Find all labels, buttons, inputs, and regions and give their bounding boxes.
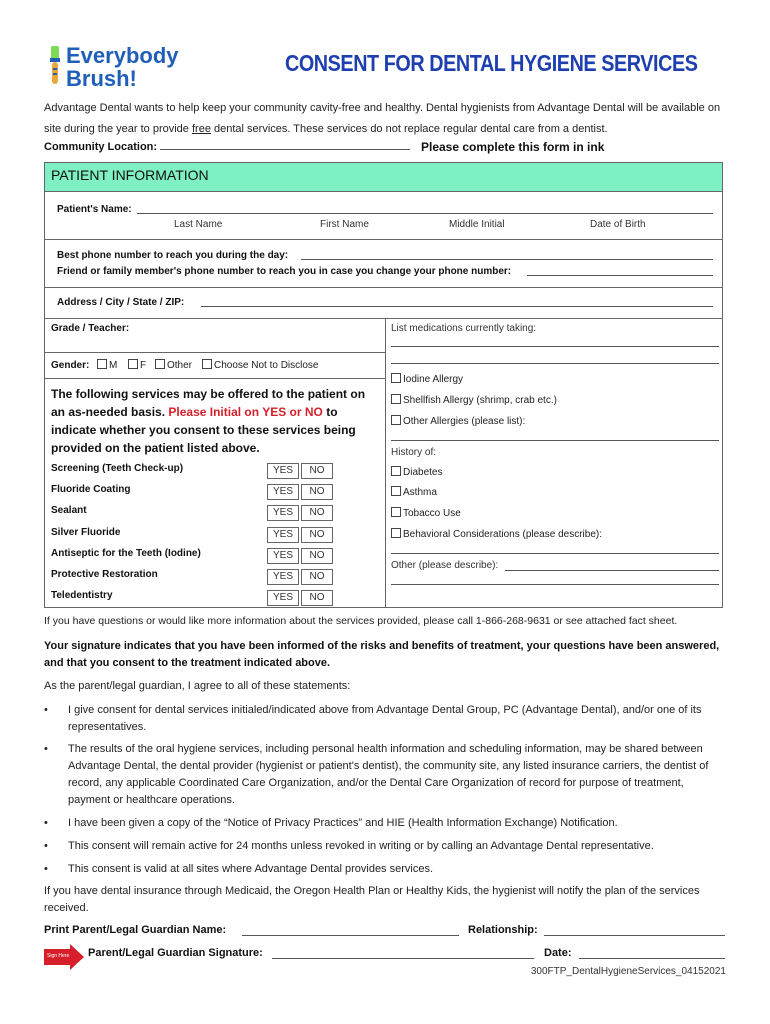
yes-box[interactable]: YES [267, 590, 299, 606]
other-describe-label: Other (please describe): [391, 560, 499, 571]
checkbox-no-disclose[interactable] [202, 359, 212, 369]
date-field[interactable] [579, 958, 725, 959]
print-name-row [44, 924, 734, 940]
agree-line: As the parent/legal guardian, I agree to all of these statements: [44, 680, 351, 692]
intro-free-word: free [191, 123, 211, 135]
print-name-field[interactable] [242, 935, 459, 936]
friend-phone-label: Friend or family member's phone number to reach you in case you change your phone number: [57, 266, 512, 277]
services-intro: The following services may be offered to the patient on an as-needed basis. Please Initial on YES or NO to indicate whether you consent to these services being provided on the patient listed above. [51, 387, 366, 455]
history-diabetes[interactable]: Diabetes [391, 466, 442, 478]
yes-box[interactable]: YES [267, 569, 299, 585]
gender-option-f[interactable]: F [128, 359, 146, 371]
yes-box[interactable]: YES [267, 548, 299, 564]
no-box[interactable]: NO [301, 527, 333, 543]
history-tobacco[interactable]: Tobacco Use [391, 507, 461, 519]
consent-bullet: • This consent is valid at all sites where Advantage Dental provides services. [44, 863, 434, 875]
checkbox-m[interactable] [97, 359, 107, 369]
patient-name-label: Patient's Name: [57, 204, 132, 215]
patient-name-field[interactable] [137, 213, 713, 214]
print-name-label: Print Parent/Legal Guardian Name: [44, 924, 227, 936]
address-field[interactable] [201, 306, 713, 307]
checkbox-shellfish[interactable] [391, 394, 401, 404]
intro-text-before: Advantage Dental wants to help keep your community cavity-free and healthy. Dental hygienists from Advantage Dental will be available on site during the year to provide [44, 102, 721, 135]
checkbox-f[interactable] [128, 359, 138, 369]
logo-text [66, 44, 179, 90]
name-part-middle: Middle Initial [449, 219, 505, 230]
history-label: History of: [391, 447, 437, 458]
no-box[interactable]: NO [301, 590, 333, 606]
questions-note: If you have questions or would like more information about the services provided, please call 1-866-268-9631 or see attached fact sheet. [44, 615, 678, 627]
phone-label: Best phone number to reach you during the day: [57, 250, 289, 261]
toothbrush-icon [46, 46, 64, 86]
other-allergies-line[interactable] [391, 440, 719, 441]
no-box[interactable]: NO [301, 548, 333, 564]
patient-form [44, 162, 723, 608]
initial-instruction: Please Initial on YES or NO [168, 405, 323, 419]
address-label: Address / City / State / ZIP: [57, 297, 185, 308]
behavioral-line[interactable] [391, 553, 719, 554]
service-row: Antiseptic for the Teeth (Iodine) YES NO [51, 548, 391, 566]
date-label: Date: [544, 947, 572, 959]
community-location-row [44, 140, 734, 156]
checkbox-behavioral[interactable] [391, 528, 401, 538]
checkbox-diabetes[interactable] [391, 466, 401, 476]
gender-label: Gender: [51, 360, 90, 371]
medications-line-1[interactable] [391, 346, 719, 347]
consent-bullet: • I give consent for dental services initialed/indicated above from Advantage Dental Group, PC (Advantage Dental), and/or one of its representatives. [44, 704, 702, 733]
no-box[interactable]: NO [301, 484, 333, 500]
relationship-label: Relationship: [468, 924, 538, 936]
yes-box[interactable]: YES [267, 463, 299, 479]
gender-option-m[interactable]: M [97, 359, 117, 371]
checkbox-other[interactable] [155, 359, 165, 369]
no-box[interactable]: NO [301, 569, 333, 585]
history-asthma[interactable]: Asthma [391, 486, 437, 498]
gender-option-other[interactable]: Other [155, 359, 192, 371]
other-describe-line-1[interactable] [505, 570, 719, 571]
signature-indicates-text: Your signature indicates that you have been informed of the risks and benefits of treatment, your questions have been answered, and that you consent to the treatment indicated above. [44, 640, 720, 669]
relationship-field[interactable] [544, 935, 725, 936]
yes-box[interactable]: YES [267, 527, 299, 543]
logo-line-1: Everybody [66, 43, 179, 68]
ink-note: Please complete this form in ink [421, 140, 605, 154]
sign-here-text: Sign Here [47, 953, 70, 959]
other-describe-line-2[interactable] [391, 584, 719, 585]
logo-line-2: Brush! [66, 66, 137, 91]
community-location-label: Community Location: [44, 141, 158, 153]
checkbox-asthma[interactable] [391, 486, 401, 496]
gender-option-no-disclose[interactable]: Choose Not to Disclose [202, 359, 319, 371]
name-part-last: Last Name [174, 219, 223, 230]
checkbox-other-allergy[interactable] [391, 415, 401, 425]
phone-field[interactable] [301, 259, 713, 260]
service-row: Screening (Teeth Check-up) YES NO [51, 463, 391, 481]
page-title: CONSENT FOR DENTAL HYGIENE SERVICES [285, 50, 698, 76]
consent-bullet: • The results of the oral hygiene services, including personal health information and scheduling information, may be shared between Advantage Dental, the dental provider (hygienist or patient's dentist), the community site, any listed insurance carriers, the dentist of record, any applicable Coordinated Care Organization, and/or the Dental Care Organization of record for purpose of treatment, payment or healthcare operations. [44, 743, 709, 806]
name-part-dob: Date of Birth [590, 219, 646, 230]
consent-bullet: • This consent will remain active for 24 months unless revoked in writing or by calling an Advantage Dental representative. [44, 840, 654, 852]
no-box[interactable]: NO [301, 463, 333, 479]
grade-teacher-label: Grade / Teacher: [51, 323, 130, 334]
intro-paragraph [44, 98, 734, 140]
service-row: Silver Fluoride YES NO [51, 527, 391, 545]
service-row: Sealant YES NO [51, 505, 391, 523]
yes-box[interactable]: YES [267, 484, 299, 500]
friend-phone-field[interactable] [527, 275, 713, 276]
sign-here-arrow [44, 944, 84, 970]
form-code: 300FTP_DentalHygieneServices_04152021 [530, 966, 726, 977]
no-box[interactable]: NO [301, 505, 333, 521]
service-row: Protective Restoration YES NO [51, 569, 391, 587]
allergy-shellfish[interactable]: Shellfish Allergy (shrimp, crab etc.) [391, 394, 557, 406]
checkbox-iodine[interactable] [391, 373, 401, 383]
checkbox-tobacco[interactable] [391, 507, 401, 517]
signature-row [88, 947, 734, 963]
medications-label: List medications currently taking: [391, 323, 537, 334]
service-row: Fluoride Coating YES NO [51, 484, 391, 502]
allergy-iodine[interactable]: Iodine Allergy [391, 373, 463, 385]
community-location-field[interactable] [160, 140, 410, 150]
signature-field[interactable] [272, 958, 534, 959]
patient-information-header: PATIENT INFORMATION [45, 163, 722, 192]
consent-bullet: • I have been given a copy of the “Notice of Privacy Practices” and HIE (Health Information Exchange) Notification. [44, 817, 618, 829]
yes-box[interactable]: YES [267, 505, 299, 521]
medicaid-note: If you have dental insurance through Medicaid, the Oregon Health Plan or Healthy Kids, the hygienist will notify the plan of the services received. [44, 885, 700, 914]
intro-text-after: dental services. These services do not replace regular dental care from a dentist. [210, 123, 608, 135]
allergy-other[interactable]: Other Allergies (please list): [391, 415, 525, 427]
everybody-brush-logo [44, 44, 224, 94]
signature-label: Parent/Legal Guardian Signature: [88, 947, 263, 959]
history-behavioral[interactable]: Behavioral Considerations (please describe): [391, 528, 602, 540]
service-row: Teledentistry YES NO [51, 590, 391, 608]
name-part-first: First Name [320, 219, 369, 230]
medications-line-2[interactable] [391, 363, 719, 364]
